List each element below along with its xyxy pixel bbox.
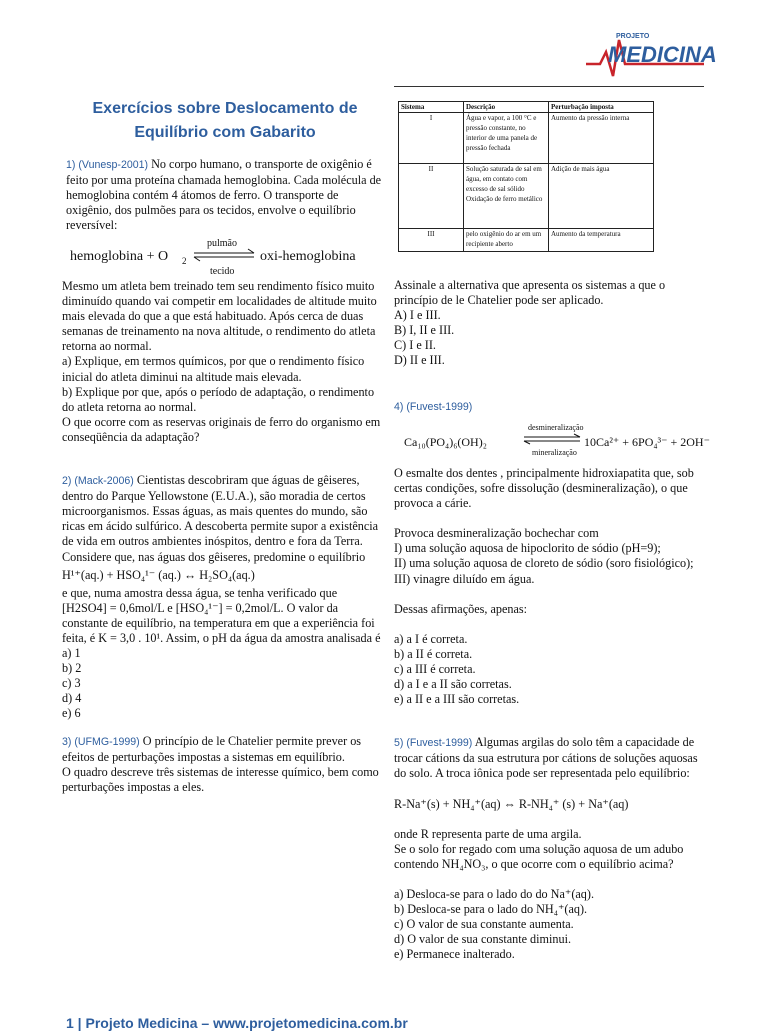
q2-text2: Considere que, nas águas dos gêiseres, predomine o equilíbrio [62, 549, 366, 564]
question-number: 4) (Fuvest-1999) [394, 400, 473, 413]
list-item: I) uma solução aquosa de hipoclorito de sódio (pH=9); [394, 541, 661, 556]
question-3-cont [394, 278, 710, 415]
systems-table [398, 101, 654, 252]
question-1-body [62, 279, 382, 795]
question-number: 1) (Vunesp-2001) [66, 159, 149, 171]
table-row: III pelo oxigênio do ar em um recipiente aberto Aumento da temperatura [399, 229, 654, 252]
option: a) a I é correta. [394, 631, 468, 646]
eq-bottom-label: tecido [210, 266, 235, 277]
eq-top-label: pulmão [207, 238, 237, 249]
option: B) I, II e III. [394, 323, 455, 338]
q5-equation: R-Na⁺(s) + NH₄⁺(aq) ⇔ R-NH₄⁺ (s) + Na⁺(aq) [394, 796, 629, 811]
question-text: No corpo humano, o transporte de oxigênio é feito por uma proteína chamada hemoglobina. Cada molécula de hemoglobina contém 4 átomos de ferro. O transporte de oxigênio, dos pulmões para os tecidos, envolve o equilíbrio reversível: [66, 157, 382, 233]
q1-body: Mesmo um atleta bem treinado tem seu rendimento físico muito diminuído quando vai competir em localidades de altitude muito mais elevada do que a que está habituado. Após cerca de duas semanas de treinamento na nova altitude, o rendimento do atleta retorna ao normal. [62, 279, 377, 354]
q1-item-c: O que ocorre com as reservas originais de ferro do organismo em conseqüência da adaptação? [62, 414, 381, 444]
logo-main-text: MEDICINA [608, 42, 717, 67]
page-footer [66, 1014, 706, 1031]
eq-right: oxi-hemoglobina [260, 249, 356, 264]
eq-left: hemoglobina + O [70, 249, 169, 264]
option: d) 4 [62, 691, 82, 706]
list-item: II) uma solução aquosa de cloreto de sódio (soro fisiológico); [394, 556, 694, 571]
eq-right: 10Ca²⁺ + 6PO₄³⁻ + 2OH⁻ [584, 435, 710, 449]
q4-ask: Dessas afirmações, apenas: [394, 601, 527, 616]
option: a) Desloca-se para o lado do do Na⁺(aq). [394, 886, 594, 901]
table-row: I Água e vapor, a 100 °C e pressão constante, no interior de uma panela de pressão fechada Aumento da pressão interna [399, 113, 654, 164]
q5-text3: Se o solo for regado com uma solução aquosa de um adubo contendo NH₄NO₃, o que ocorre com o equilíbrio acima? [394, 841, 684, 871]
option: b) Desloca-se para o lado do NH₄⁺(aq). [394, 901, 588, 916]
option: e) a II e a III são corretas. [394, 692, 520, 707]
header-rule [394, 86, 704, 87]
question-4-body [394, 466, 710, 962]
q2-equation: H¹⁺(aq.) + HSO₄¹⁻ (aq.) ↔ H₂SO₄(aq.) [62, 567, 255, 582]
option: e) Permanece inalterado. [394, 947, 515, 962]
q4-text: O esmalte dos dentes , principalmente hidroxiapatita que, sob certas condições, sofre dissolução (desmineralização), o que provoca a cárie. [394, 466, 694, 511]
option: b) 2 [62, 661, 82, 676]
question-number: 3) (UFMG-1999) [62, 735, 140, 748]
question-number: 5) (Fuvest-1999) [394, 737, 473, 750]
footer-text: 1 | Projeto Medicina – www.projetomedicina.com.br [66, 1015, 408, 1031]
title-line-2: Equilíbrio com Gabarito [134, 124, 316, 141]
eq-left: Ca₁₀(PO₄)₆(OH)₂ [404, 435, 487, 449]
page-title [70, 97, 380, 145]
option: C) I e II. [394, 338, 436, 353]
q3-ask: Assinale a alternativa que apresenta os sistemas a que o princípio de le Chatelier pode ser aplicado. [394, 278, 666, 308]
eq-bottom-label: mineralização [532, 448, 577, 457]
option: d) O valor de sua constante diminui. [394, 932, 572, 947]
option: c) O valor de sua constante aumenta. [394, 917, 574, 932]
question-text: Algumas argilas do solo têm a capacidade de trocar cátions da sua estrutura por cátions de soluções aquosas do solo. A troca iônica pode ser representada pelo equilíbrio: [394, 735, 698, 781]
question-number: 2) (Mack-2006) [62, 475, 134, 488]
option: d) a I e a II são corretas. [394, 677, 512, 692]
q1-item-a: a) Explique, em termos químicos, por que o rendimento físico inicial do atleta diminui na altitude mais elevada. [62, 354, 365, 384]
list-item: III) vinagre diluído em água. [394, 571, 535, 586]
question-1 [66, 157, 382, 233]
q3-text2: O quadro descreve três sistemas de interesse químico, bem como perturbações impostas a eles. [62, 764, 379, 794]
question-text: Cientistas descobriram que águas de gêiseres, dentro do Parque Yellowstone (E.U.A.), são moradia de certos microorganismos. Essas águas, as mais quentes do mundo, são ricas em ácido sulfúrico. A descoberta permite supor a existência de vida em outros ambientes inóspitos, dentro e fora da Terra. [62, 473, 379, 549]
option: b) a II é correta. [394, 646, 473, 661]
option: A) I e III. [394, 308, 441, 323]
eq-sub: 2 [182, 256, 187, 266]
table-header: Descrição [464, 102, 549, 113]
eq-top-label: desmineralização [528, 423, 584, 432]
title-line-1: Exercícios sobre Deslocamento de [92, 100, 358, 117]
question-text: O princípio de le Chatelier permite prever os efeitos de perturbações impostas a sistemas em equilíbrio. [62, 733, 362, 764]
q5-text2: onde R representa parte de uma argila. [394, 826, 582, 841]
equation-hydroxyapatite [404, 423, 710, 460]
equation-hemoglobin [70, 236, 380, 276]
q1-item-b: b) Explique por que, após o período de adaptação, o rendimento do atleta retorna ao normal. [62, 384, 375, 414]
option: c) a III é correta. [394, 661, 476, 676]
table-header: Perturbação imposta [549, 102, 654, 113]
table-row: II Solução saturada de sal em água, em contato com excesso de sal sólido Oxidação de ferro metálico Adição de mais água [399, 164, 654, 229]
option: a) 1 [62, 646, 81, 661]
option: e) 6 [62, 706, 81, 721]
option: c) 3 [62, 676, 81, 691]
table-header: Sistema [399, 102, 464, 113]
option: D) II e III. [394, 353, 445, 368]
q4-text2: Provoca desmineralização bochechar com [394, 526, 599, 541]
logo-top-text: PROJETO [616, 33, 650, 40]
projeto-medicina-logo [586, 26, 717, 88]
q2-continuation: e que, numa amostra dessa água, se tenha verificado que [H2SO4] = 0,6mol/L e [HSO₄¹⁻] = 0,2mol/L. O valor da constante de equilíbrio, na temperatura em que a experiência foi feita, é K = 3,0 . 10¹. Assim, o pH da água da amostra analisada é [62, 585, 381, 645]
